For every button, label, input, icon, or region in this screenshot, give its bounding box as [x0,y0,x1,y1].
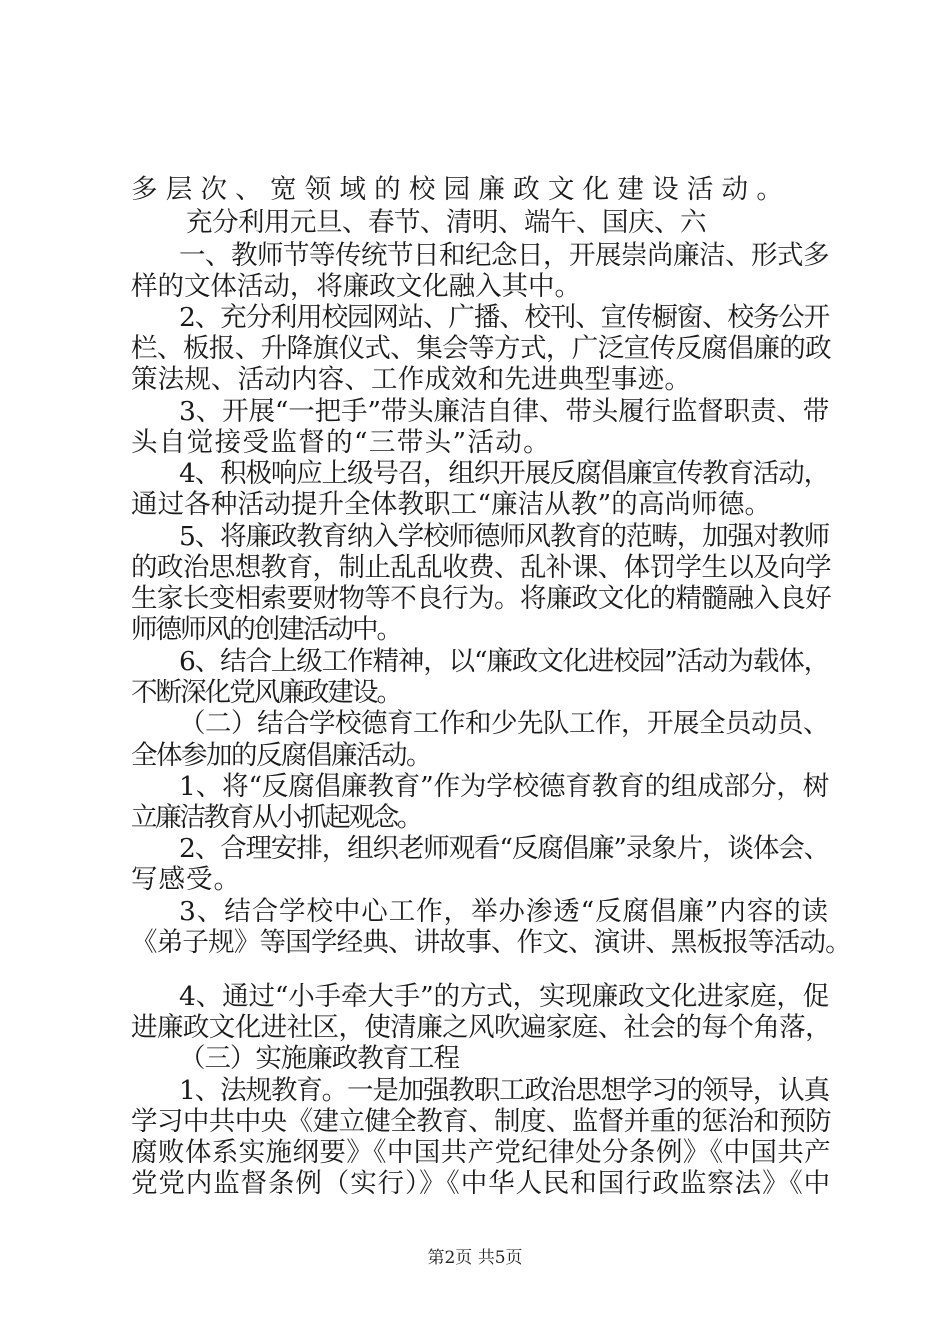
body-line: 2、合理安排，组织老师观看“反腐倡廉”录象片，谈体会、 [179,833,829,864]
body-line: 头自觉接受监督的“三带头”活动。 [131,427,552,458]
body-line: 一、教师节等传统节日和纪念日，开展崇尚廉洁、形式多 [179,240,829,271]
body-line: 3、开展“一把手”带头廉洁自律、带头履行监督职责、带 [179,396,830,427]
body-line: 通过各种活动提升全体教职工“廉洁从教”的高尚师德。 [131,489,772,520]
body-line: 全体参加的反腐倡廉活动。 [131,740,431,771]
body-line: 学习中共中央《建立健全教育、制度、监督并重的惩治和预防 [131,1106,832,1137]
body-line: 师德师风的创建活动中。 [131,614,402,645]
body-line: 1、法规教育。一是加强教职工政治思想学习的领导，认真 [179,1075,829,1106]
body-line: 策法规、活动内容、工作成效和先进典型事迹。 [131,364,692,395]
body-line: 党党内监督条例（实行）》《中华人民和国行政监察法》《中 [131,1168,832,1199]
body-line: （二）结合学校德育工作和少先队工作，开展全员动员、 [179,708,829,739]
body-line: 写感受。 [131,864,241,895]
body-line: 立廉洁教育从小抓起观念。 [131,802,422,833]
body-line: 3、结合学校中心工作，举办渗透“反腐倡廉”内容的读 [179,896,829,927]
body-line: 4、通过“小手牵大手”的方式，实现廉政文化进家庭，促 [179,981,830,1012]
body-line: 生家长变相索要财物等不良行为。将廉政文化的精髓融入良好 [131,583,832,614]
body-line: 不断深化党风廉政建设。 [131,677,402,708]
body-line: 进廉政文化进社区，使清廉之风吹遍家庭、社会的每个角落， [131,1012,832,1043]
body-line: 腐败体系实施纲要》《中国共产党纪律处分条例》《中国共产 [131,1137,832,1168]
page-footer [0,1246,950,1270]
body-line: 5、将廉政教育纳入学校师德师风教育的范畴，加强对教师 [179,521,829,552]
body-line: 样的文体活动，将廉政文化融入其中。 [131,271,581,302]
body-line: 4、积极响应上级号召，组织开展反腐倡廉宣传教育活动， [179,458,829,489]
body-line: 2、充分利用校园网站、广播、校刊、宣传橱窗、校务公开 [179,302,829,333]
body-line: 多层次、宽领域的校园廉政文化建设活动。 [131,174,792,205]
body-line: 充分利用元旦、春节、清明、端午、国庆、六 [186,207,706,238]
body-line: 1、将“反腐倡廉教育”作为学校德育教育的组成部分，树 [179,771,830,802]
section-heading: （三）实施廉政教育工程 [179,1043,459,1074]
body-line: 6、结合上级工作精神，以“廉政文化进校园”活动为载体， [179,646,829,677]
page-number-label: 第2页 共5页 [427,1248,523,1268]
body-line: 栏、板报、升降旗仪式、集会等方式，广泛宣传反腐倡廉的政 [131,333,832,364]
body-line: 的政治思想教育，制止乱乱收费、乱补课、体罚学生以及向学 [131,552,832,583]
body-line: 《弟子规》等国学经典、讲故事、作文、演讲、黑板报等活动。 [131,927,851,958]
